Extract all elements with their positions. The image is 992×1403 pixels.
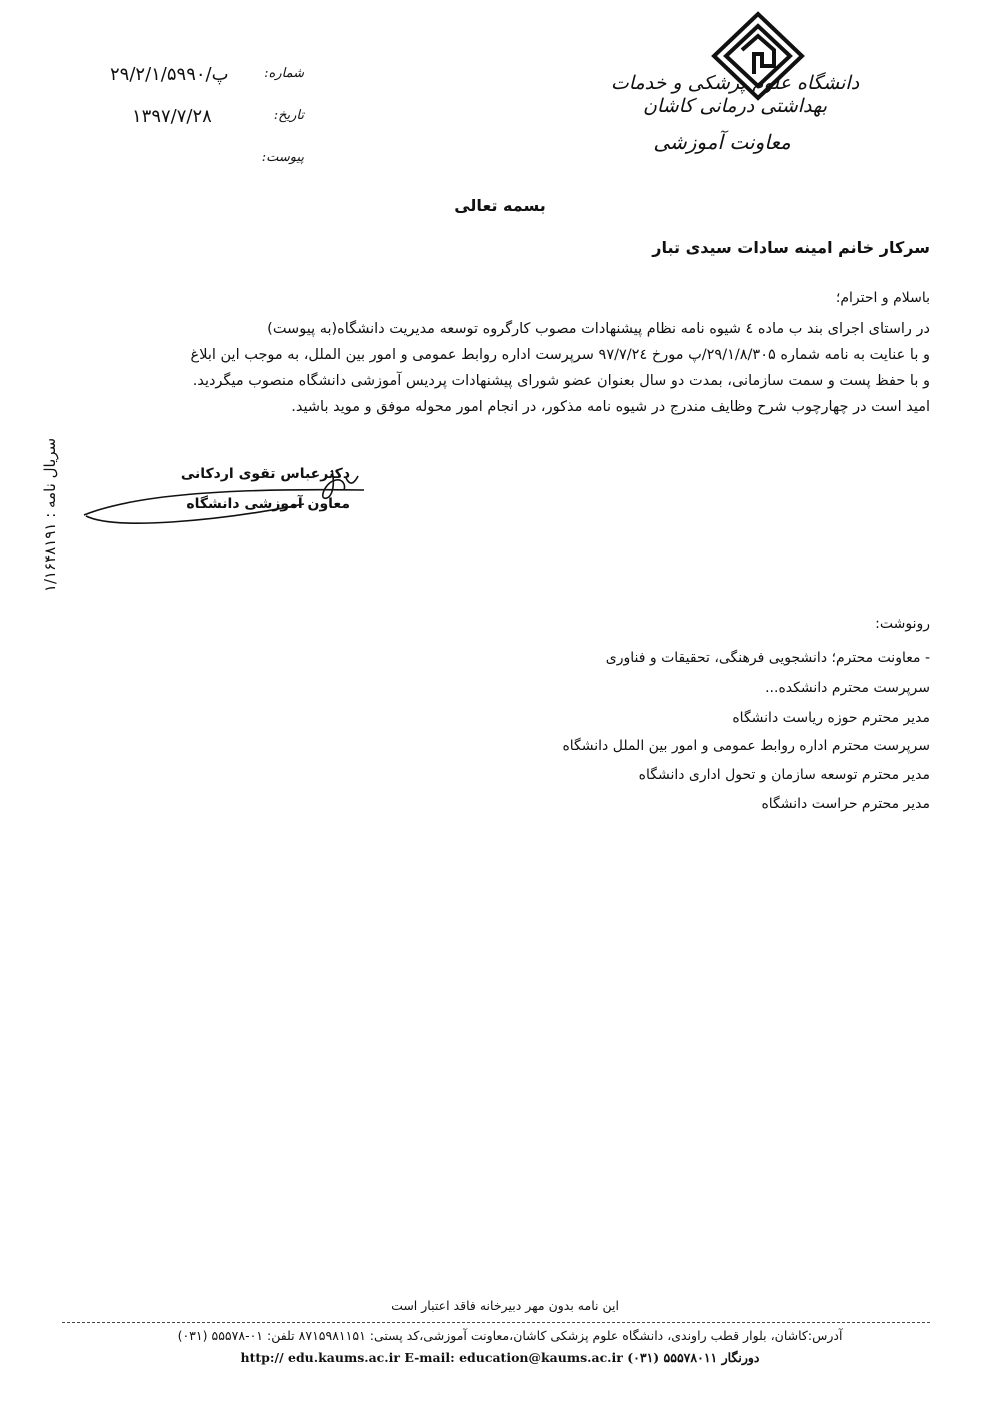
university-name: دانشگاه علوم پزشکی و خدمات بهداشتی درمانی کاشان [610,72,860,117]
cc-item: مدیر محترم حراست دانشگاه [761,796,930,812]
cc-item: سرپرست محترم اداره روابط عمومی و امور بین الملل دانشگاه [562,738,930,754]
attachment-label: پیوست: [261,150,304,165]
cc-title: رونوشت: [875,616,930,632]
footer-contact: http:// edu.kaums.ac.ir E-mail: education@kaums.ac.ir (۰۳۱) ۵۵۵۷۸۰۱۱ دورنگار [240,1350,760,1365]
signatory-title: معاون آموزشی دانشگاه [186,496,350,512]
footer-validity-note: این نامه بدون مهر دبیرخانه فاقد اعتبار است [391,1298,619,1313]
bismillah-heading: بسمه تعالی [454,196,546,215]
body-line: امید است در چهارچوب شرح وظایف مندرج در شیوه نامه مذکور، در انجام امور محوله موفق و موید باشید. [291,399,930,415]
cc-item: مدیر محترم حوزه ریاست دانشگاه [732,710,930,726]
salutation: باسلام و احترام؛ [835,290,930,306]
footer-address: آدرس:کاشان، بلوار قطب راوندی، دانشگاه علوم پزشکی کاشان،معاونت آموزشی،کد پستی: ۸۷۱۵۹۸۱۱۵۱ تلفن: ۰۱-۵۵۵۷۸ (۰۳۱) [177,1328,843,1343]
letter-number-label: شماره: [264,66,304,81]
serial-number [40,430,60,600]
serial-number-text: سریال نامه : ۱/۱۶۴۸۱۹۱ [41,437,59,593]
cc-item: سرپرست محترم دانشکده... [765,680,930,696]
body-line: و با عنایت به نامه شماره ۲۹/۱/۸/۳۰۵/پ مورخ ۹۷/۷/۲٤ سرپرست اداره روابط عمومی و امور بین الملل، به موجب این ابلاغ [190,347,930,363]
footer-divider [62,1322,930,1323]
body-line: در راستای اجرای بند ب ماده ٤ شیوه نامه نظام پیشنهادات مصوب کارگروه توسعه مدیریت دانشگاه(به پیوست) [267,321,930,337]
body-line: و با حفظ پست و سمت سازمانی، بمدت دو سال بعنوان عضو شورای پیشنهادات پردیس آموزشی دانشگاه منصوب میگردید. [192,373,930,389]
letter-number-value: پ/۲۹/۲/۱/۵۹۹۰ [110,64,229,85]
letter-date-value: ۱۳۹۷/۷/۲۸ [132,106,212,127]
department-name: معاونت آموزشی [653,130,791,154]
signatory-name: دکترعباس تقوی اردکانی [180,466,350,482]
recipient-line: سرکار خانم امینه سادات سیدی تبار [652,238,930,257]
cc-item: مدیر محترم توسعه سازمان و تحول اداری دانشگاه [638,767,930,783]
cc-item: - معاونت محترم؛ دانشجویی فرهنگی، تحقیقات و فناوری [605,650,930,666]
letter-date-label: تاریخ: [273,108,304,123]
